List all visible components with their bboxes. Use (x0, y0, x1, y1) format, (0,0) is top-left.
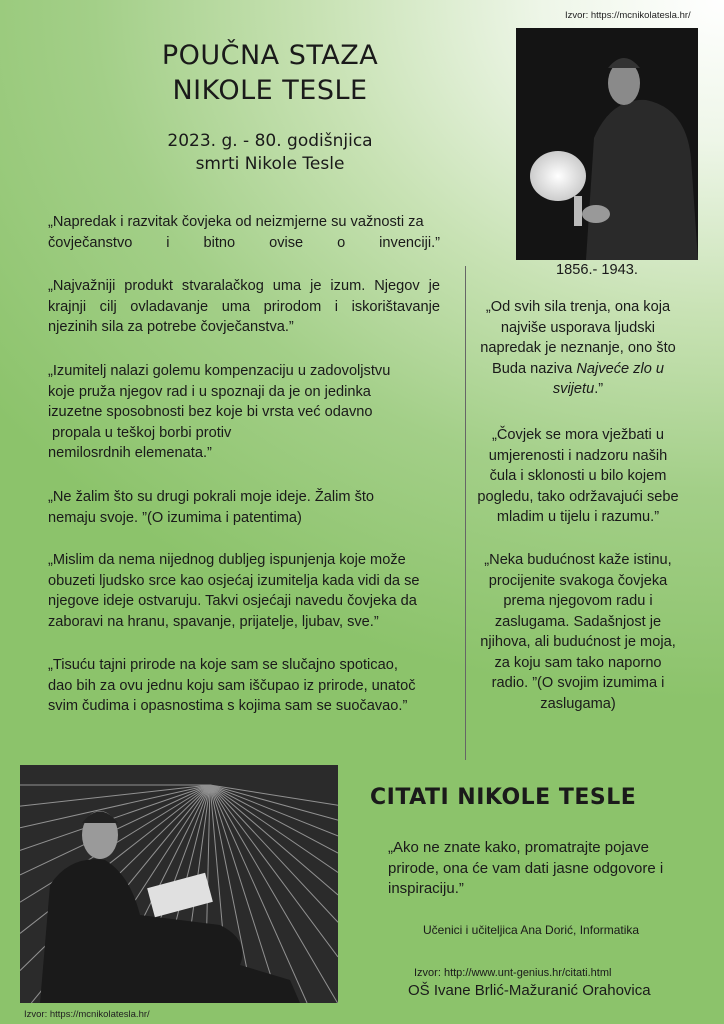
quote-line: prirode, ona će vam dati jasne odgovore i (388, 859, 664, 877)
quote-1 (48, 212, 440, 253)
quote-line: svim čudima i opasnostima s kojima sam se suočavao.” (48, 698, 408, 714)
quote-line: zaslugama. Sadašnjost je (494, 613, 662, 630)
quote-line: procijenite svakoga čovjeka (488, 572, 668, 589)
quote-line: obuzeti ljudsko srce kao osjećaj izumitelja kada vidi da se (48, 572, 420, 589)
quote-8 (473, 425, 683, 528)
citati-source: Izvor: http://www.unt-genius.hr/citati.html (414, 967, 612, 979)
quote-line: napredak je neznanje, ono što (480, 340, 676, 356)
tesla-coil-image (20, 765, 338, 1003)
quote-line: „Najvažniji produkt stvaralačkog uma je izum. Njegov je (48, 278, 440, 294)
citati-heading: CITATI NIKOLE TESLE (370, 785, 637, 810)
quote-4 (48, 487, 440, 528)
quote-line: „Čovjek se mora vježbati u (492, 427, 664, 443)
quote-line: radio. ”(O svojim izumima i (491, 675, 665, 691)
quote-line: njezinih sila za potrebe čovječanstva.” (48, 319, 294, 335)
quote-line: dao bih za ovu jednu koju sam iščupao iz prirode, unatoč (48, 677, 416, 694)
quote-line: izuzetne sposobnosti bez koje bi vrsta već odavno (48, 404, 373, 420)
quote-line: pogledu, tako održavajući sebe (477, 488, 679, 505)
quote-9 (473, 550, 683, 714)
quote-6 (48, 655, 440, 717)
quote-line: nemilosrdnih elemenata.” (48, 445, 212, 461)
quote-line: „Ne žalim što su drugi pokrali moje ideje. Žalim što (48, 489, 375, 505)
quote-line: koje pruža njegov rad i u spoznaji da je on jedinka (48, 383, 371, 400)
quote-line: krajnji cilj ovladavanje uma prirodom i iskorištavanje (48, 298, 440, 315)
quote-line: propala u teškoj borbi protiv (48, 424, 232, 441)
quote-3 (48, 361, 440, 464)
quote-line: „Tisuću tajni prirode na koje sam se slučajno spoticao, (48, 657, 398, 673)
title-line: POUČNA STAZA (161, 40, 379, 71)
quote-line: čovječanstvo i bitno ovise o invenciji.” (48, 234, 440, 251)
quote-line: „Napredak i razvitak čovjeka od neizmjerne su važnosti za (48, 214, 424, 230)
tesla-portrait-photo (516, 28, 698, 260)
quote-5 (48, 550, 440, 632)
citati-quote (388, 838, 663, 900)
subtitle (140, 130, 400, 176)
quote-line: umjerenosti i nadzoru naših (488, 447, 668, 464)
top-photo-source: Izvor: https://mcnikolatesla.hr/ (565, 10, 691, 21)
quote-line: za koju sam tako naporno (494, 654, 662, 671)
quote-line: njihova, ali budućnost je moja, (480, 634, 676, 650)
life-years: 1856.- 1943. (556, 262, 638, 278)
subtitle-line: smrti Nikole Tesle (195, 154, 345, 174)
authors: Učenici i učiteljica Ana Dorić, Informatika (423, 923, 640, 937)
subtitle-line: 2023. g. - 80. godišnjica (167, 131, 373, 151)
column-divider (465, 266, 466, 760)
tesla-portrait-image (516, 28, 698, 260)
page-title (120, 38, 420, 108)
quote-line: Buda naziva (492, 360, 577, 377)
quote-line: prema njegovom radu i (503, 593, 653, 609)
quote-line: najviše usporava ljudski (500, 319, 656, 336)
quote-line: inspiraciju.” (388, 880, 464, 897)
quote-7 (473, 297, 683, 400)
quote-line: „Neka budućnost kaže istinu, (484, 552, 672, 568)
quote-line: „Od svih sila trenja, ona koja (485, 299, 671, 315)
quote-2 (48, 276, 440, 338)
tesla-coil-photo (20, 765, 338, 1003)
quote-line: „Mislim da nema nijednog dubljeg ispunjenja koje može (48, 552, 406, 568)
quote-italic: Najveće zlo u (576, 360, 664, 377)
quote-line: čula i sklonosti u bilo kojem (489, 468, 667, 484)
quote-line: „Izumitelj nalazi golemu kompenzaciju u zadovoljstvu (48, 363, 391, 379)
quote-line: zaslugama) (540, 695, 616, 712)
bottom-photo-source: Izvor: https://mcnikolatesla.hr/ (24, 1009, 150, 1020)
school-name: OŠ Ivane Brlić-Mažuranić Orahovica (408, 982, 651, 999)
quote-line: nemaju svoje. ”(O izumima i patentima) (48, 509, 302, 526)
quote-line: .” (594, 381, 604, 397)
quote-line: njegove ideje ostvaruju. Takvi osjećaji navedu čovjeka da (48, 593, 417, 609)
quote-line: „Ako ne znate kako, promatrajte pojave (388, 839, 649, 856)
title-line: NIKOLE TESLE (172, 75, 368, 106)
quote-italic: svijetu (552, 381, 595, 397)
quote-line: zaboravi na hranu, spavanje, prijatelje, ljubav, sve.” (48, 613, 379, 630)
quote-line: mladim u tijelu i razumu.” (496, 509, 660, 525)
